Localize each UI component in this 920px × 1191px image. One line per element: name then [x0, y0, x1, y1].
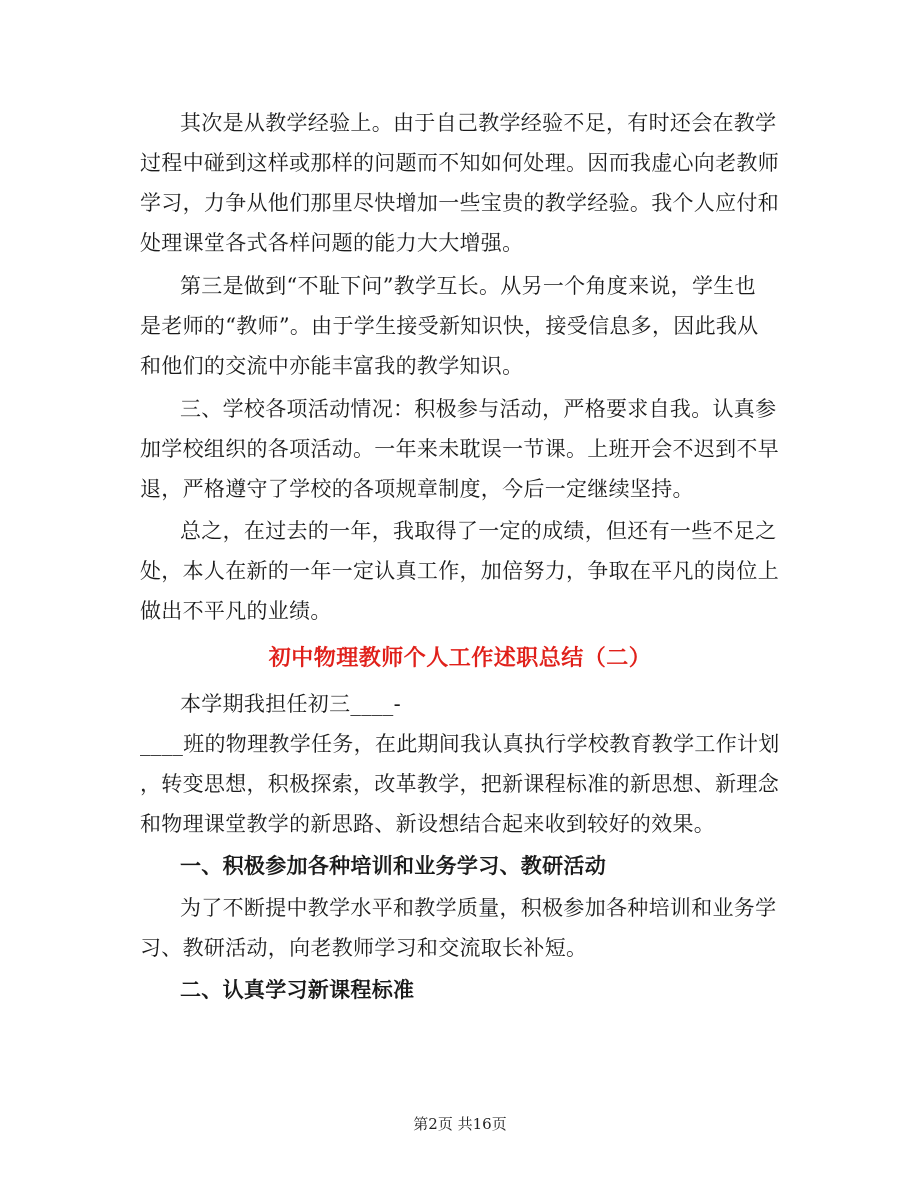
subheading: 一、积极参加各种培训和业务学习、教研活动 — [180, 853, 606, 878]
paragraph-line: ____班的物理教学任务，在此期间我认真执行学校教育教学工作计划 — [140, 732, 780, 756]
paragraph-line: 习、教研活动，向老教师学习和交流取长补短。 — [140, 936, 588, 960]
subheading: 二、认真学习新课程标准 — [180, 977, 415, 1002]
paragraph-line: 和他们的交流中亦能丰富我的教学知识。 — [140, 354, 524, 378]
paragraph-line: 总之，在过去的一年，我取得了一定的成绩，但还有一些不足之 — [180, 519, 777, 543]
paragraph-line: 学习，力争从他们那里尽快增加一些宝贵的教学经验。我个人应付和 — [140, 191, 779, 215]
paragraph-line: 退，严格遵守了学校的各项规章制度，今后一定继续坚持。 — [140, 477, 694, 501]
paragraph-line: 为了不断提中教学水平和教学质量，积极参加各种培训和业务学 — [180, 896, 777, 920]
page-number: 第2页 共16页 — [413, 1115, 507, 1133]
paragraph-line: 过程中碰到这样或那样的问题而不知如何处理。因而我虚心向老教师 — [140, 151, 779, 175]
paragraph-line: 三、学校各项活动情况：积极参与活动，严格要求自我。认真参 — [180, 397, 777, 421]
paragraph-line: 处理课堂各式各样问题的能力大大增强。 — [140, 231, 524, 255]
paragraph-line: 做出不平凡的业绩。 — [140, 599, 332, 623]
paragraph-line: 和物理课堂教学的新思路、新设想结合起来收到较好的效果。 — [140, 812, 716, 836]
paragraph-line: 其次是从教学经验上。由于自己教学经验不足，有时还会在教学 — [180, 111, 777, 135]
paragraph-line: 加学校组织的各项活动。一年来未耽误一节课。上班开会不迟到不早 — [140, 437, 779, 461]
paragraph-line: 本学期我担任初三____- — [180, 692, 401, 716]
paragraph-line: ，转变思想，积极探索，改革教学，把新课程标准的新思想、新理念 — [140, 772, 779, 796]
section-title: 初中物理教师个人工作述职总结（二） — [268, 645, 652, 671]
paragraph-line: 是老师的“教师”。由于学生接受新知识快，接受信息多，因此我从 — [140, 314, 759, 338]
paragraph-line: 处，本人在新的一年一定认真工作，加倍努力，争取在平凡的岗位上 — [140, 559, 779, 583]
paragraph-line: 第三是做到“不耻下问”教学互长。从另一个角度来说，学生也 — [180, 274, 756, 298]
